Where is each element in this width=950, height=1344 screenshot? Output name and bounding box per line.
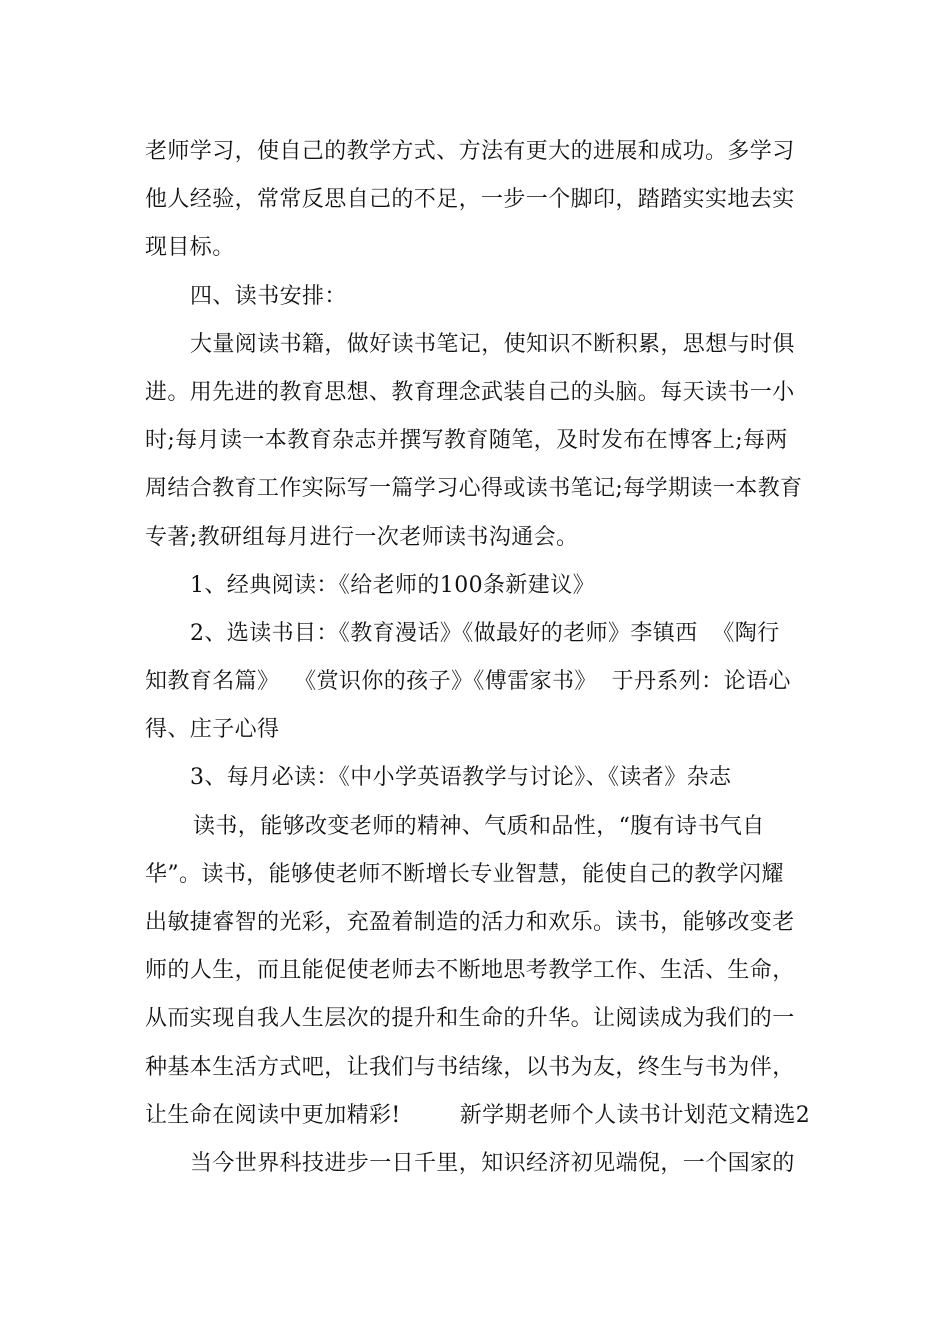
paragraph-line: 老师学习，使自己的教学方式、方法有更大的进展和成功。多学习 xyxy=(145,139,795,164)
paragraph-line: 大量阅读书籍，做好读书笔记，使知识不断积累，思想与时俱 xyxy=(190,331,795,357)
paragraph-line: 出敏捷睿智的光彩，充盈着制造的活力和欢乐。读书，能够改变老 xyxy=(145,910,795,935)
paragraph-line: 周结合教育工作实际写一篇学习心得或读书笔记;每学期读一本教育 xyxy=(145,476,803,502)
paragraph-line: 进。用先进的教育思想、教育理念武装自己的头脑。每天读书一小 xyxy=(145,379,795,405)
paragraph-line: 知教育名篇》 《赏识你的孩子》《傅雷家书》 于丹系列：论语心 xyxy=(145,669,791,695)
paragraph-line: 华”。读书，能够使老师不断增长专业智慧，能使自己的教学闪耀 xyxy=(145,861,784,887)
paragraph-line: 他人经验，常常反思自己的不足，一步一个脚印，踏踏实实地去实 xyxy=(145,187,795,213)
list-item: 3、每月必读：《中小学英语教学与讨论》、《读者》杂志 xyxy=(190,765,732,791)
document-body xyxy=(145,128,809,1188)
section-heading: 四、读书安排： xyxy=(190,283,347,309)
paragraph-line: 当今世界科技进步一日千里，知识经济初见端倪，一个国家的 xyxy=(190,1150,795,1176)
paragraph-line: 师的人生，而且能促使老师去不断地思考教学工作、生活、生命， xyxy=(145,958,795,984)
list-item: 1、经典阅读：《给老师的100条新建议》 xyxy=(190,572,595,598)
paragraph-line: 从而实现自我人生层次的提升和生命的升华。让阅读成为我们的一 xyxy=(145,1006,795,1032)
paragraph-line: 种基本生活方式吧，让我们与书结缘，以书为友，终生与书为伴， xyxy=(145,1054,795,1080)
paragraph-line: 专著;教研组每月进行一次老师读书沟通会。 xyxy=(145,524,579,550)
paragraph-line: 时;每月读一本教育杂志并撰写教育随笔，及时发布在博客上;每两 xyxy=(145,428,788,454)
paragraph-line: 现目标。 xyxy=(145,235,235,261)
paragraph-line: 读书，能够改变老师的精神、气质和品性，“腹有诗书气自 xyxy=(193,813,765,839)
paragraph-line: 得、庄子心得 xyxy=(145,717,280,743)
paragraph-line: 让生命在阅读中更加精彩! 新学期老师个人读书计划范文精选2 xyxy=(145,1102,811,1128)
list-item: 2、选读书目：《教育漫话》《做最好的老师》李镇西 《陶行 xyxy=(190,620,780,646)
